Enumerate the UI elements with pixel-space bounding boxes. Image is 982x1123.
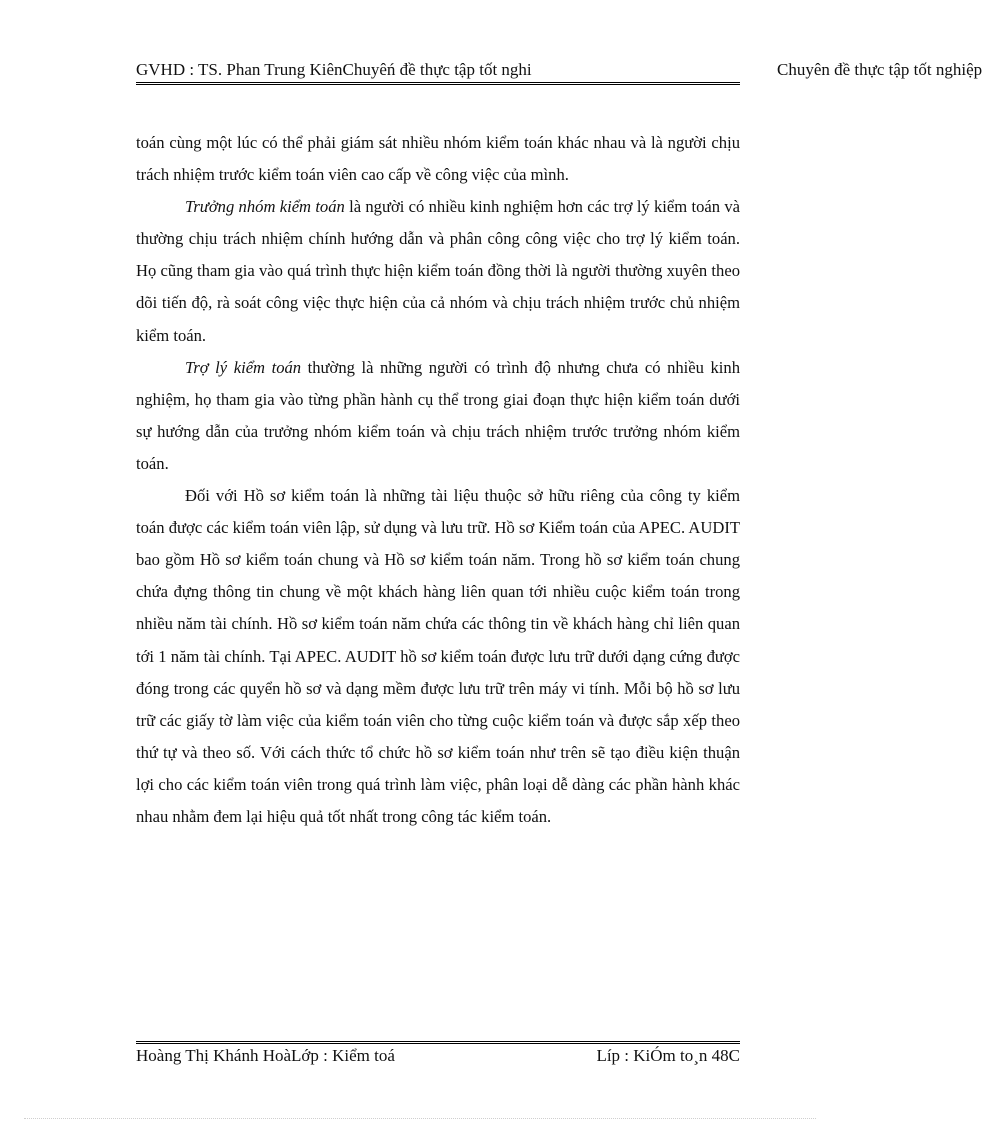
italic-term: Trưởng nhóm kiểm toán: [185, 197, 345, 217]
italic-term: Trợ lý kiểm toán: [185, 357, 302, 377]
header-rule: [136, 82, 740, 85]
document-body: [136, 127, 740, 833]
footer-right-text: Líp : KiÓm to¸n 48C: [596, 1046, 740, 1065]
footer-left-text: Hoàng Thị Khánh HoàLớp : Kiểm toá: [136, 1046, 395, 1065]
header-right-text: Chuyên đề thực tập tốt nghiệp: [777, 60, 982, 79]
paragraph-4: Đối với Hồ sơ kiểm toán là những tài liệu thuộc sở hữu riêng của công ty kiểm toán được các kiểm toán viên lập, sử dụng và lưu trữ. Hồ sơ Kiểm toán của APEC. AUDIT bao gồm Hồ sơ kiểm toán chung và Hồ sơ kiểm toán năm. Trong hồ sơ kiểm toán chung chứa đựng thông tin chung về một khách hàng liên quan tới nhiều cuộc kiểm toán trong nhiều năm tài chính. Hồ sơ kiểm toán năm chứa các thông tin về khách hàng chỉ liên quan tới 1 năm tài chính. Tại APEC. AUDIT hồ sơ kiểm toán được lưu trữ dưới dạng cứng được đóng trong các quyển hồ sơ và dạng mềm được lưu trữ trên máy vi tính. Mỗi bộ hồ sơ lưu trữ các giấy tờ làm việc của kiểm toán viên cho từng cuộc kiểm toán và được sắp xếp theo thứ tự và theo số. Với cách thức tổ chức hồ sơ kiểm toán như trên sẽ tạo điều kiện thuận lợi cho các kiểm toán viên trong quá trình làm việc, phân loại dễ dàng các phần hành khác nhau nhằm đem lại hiệu quả tốt nhất trong công tác kiểm toán.: [136, 486, 740, 826]
header-left-text: GVHD : TS. Phan Trung KiênChuyêń đề thực tập tốt nghi: [136, 60, 532, 79]
paragraph-1: toán cùng một lúc có thể phải giám sát nhiều nhóm kiểm toán khác nhau và là người chịu trách nhiệm trước kiểm toán viên cao cấp về công việc của mình.: [136, 133, 740, 185]
paragraph-2: Trưởng nhóm kiểm toán là người có nhiều kinh nghiệm hơn các trợ lý kiểm toán và thường chịu trách nhiệm chính hướng dẫn và phân công công việc cho trợ lý kiểm toán. Họ cũng tham gia vào quá trình thực hiện kiểm toán đồng thời là người thường xuyên theo dõi tiến độ, rà soát công việc thực hiện của cả nhóm và chịu trách nhiệm trước chủ nhiệm kiểm toán.: [136, 197, 740, 345]
paragraph-3: Trợ lý kiểm toán thường là những người có trình độ nhưng chưa có nhiều kinh nghiệm, họ tham gia vào từng phần hành cụ thể trong giai đoạn thực hiện kiểm toán dưới sự hướng dẫn của trưởng nhóm kiểm toán và chịu trách nhiệm trước trưởng nhóm kiểm toán.: [136, 357, 740, 473]
page-footer: [136, 1043, 740, 1069]
page-edge-divider: [24, 1118, 816, 1119]
page-header: [136, 58, 982, 82]
